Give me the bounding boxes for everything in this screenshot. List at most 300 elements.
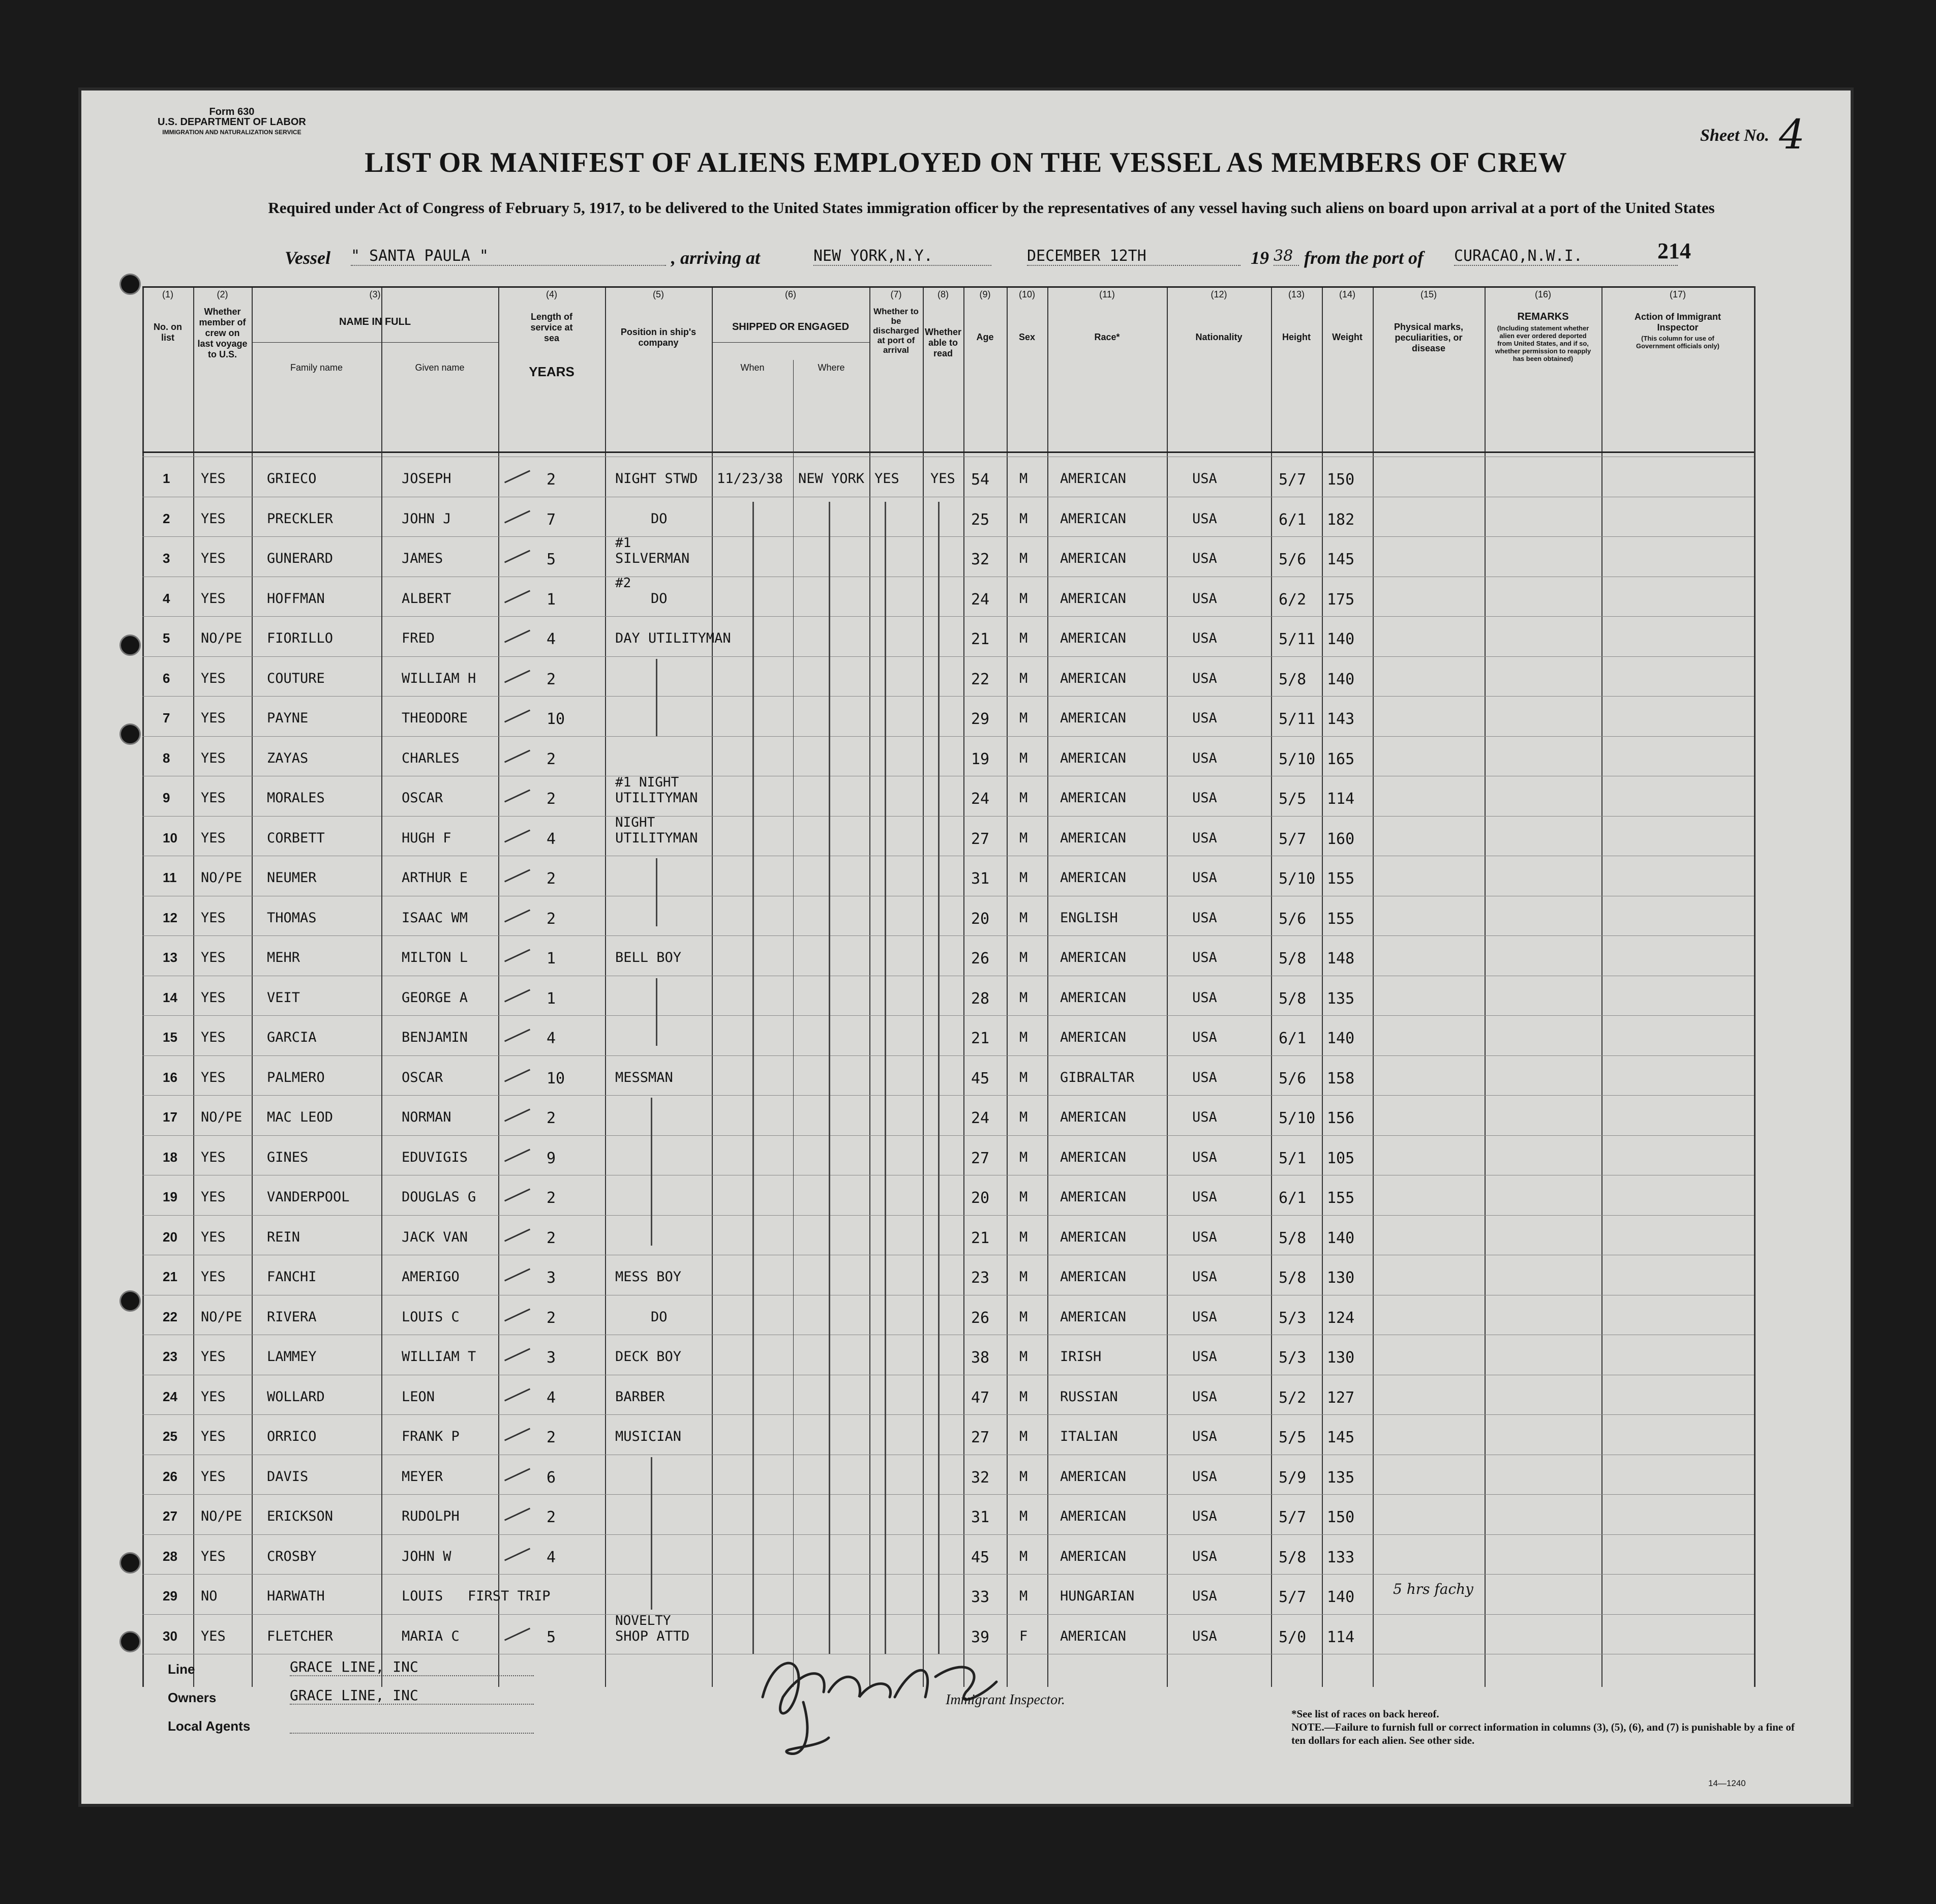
length-of-service: 1 bbox=[547, 950, 556, 968]
race: GIBRALTAR bbox=[1060, 1069, 1135, 1085]
row-number: 18 bbox=[163, 1149, 177, 1165]
given-name: WILLIAM T bbox=[402, 1349, 476, 1365]
length-of-service: 1 bbox=[547, 590, 556, 609]
nationality: USA bbox=[1192, 1309, 1217, 1325]
nationality: USA bbox=[1192, 790, 1217, 806]
weight: 148 bbox=[1327, 950, 1355, 968]
service-check-mark bbox=[504, 869, 530, 883]
weight: 145 bbox=[1327, 1429, 1355, 1446]
position-in-company: DECK BOY bbox=[615, 1349, 682, 1365]
punch-hole bbox=[119, 1631, 141, 1652]
height: 5/1 bbox=[1279, 1149, 1307, 1167]
nationality: USA bbox=[1192, 710, 1217, 726]
row-number: 13 bbox=[163, 950, 177, 965]
requirement-text: Required under Act of Congress of February 5, 1917, to be delivered to the United States immigration officer by the representatives of any vessel having such aliens on board upon arrival at a port of the United States bbox=[268, 199, 1715, 217]
race: AMERICAN bbox=[1060, 1309, 1127, 1325]
service-check-mark bbox=[504, 949, 530, 962]
ditto-stroke bbox=[656, 978, 657, 1046]
height: 6/2 bbox=[1279, 590, 1307, 609]
service-check-mark bbox=[504, 1627, 530, 1641]
given-name: JACK VAN bbox=[402, 1229, 468, 1245]
family-name: MORALES bbox=[267, 790, 325, 806]
row-number: 29 bbox=[163, 1588, 177, 1604]
crew-member-flag: YES bbox=[201, 1628, 226, 1644]
nationality: USA bbox=[1192, 670, 1217, 686]
weight: 135 bbox=[1327, 989, 1355, 1008]
sex: M bbox=[1019, 950, 1028, 965]
nationality: USA bbox=[1192, 1109, 1217, 1125]
length-of-service: 4 bbox=[547, 630, 556, 648]
weight: 158 bbox=[1327, 1069, 1355, 1087]
weight: 127 bbox=[1327, 1388, 1355, 1407]
age: 39 bbox=[971, 1628, 990, 1646]
row-number: 17 bbox=[163, 1109, 177, 1125]
service-check-mark bbox=[504, 550, 530, 563]
length-of-service: 10 bbox=[547, 1069, 565, 1087]
height: 5/0 bbox=[1279, 1628, 1307, 1646]
race: RUSSIAN bbox=[1060, 1388, 1118, 1405]
weight: 155 bbox=[1327, 910, 1355, 928]
weight: 140 bbox=[1327, 630, 1355, 648]
given-name: HUGH F bbox=[402, 830, 451, 846]
length-of-service: 4 bbox=[547, 1030, 556, 1047]
given-name: JOSEPH bbox=[402, 471, 451, 487]
race: AMERICAN bbox=[1060, 950, 1127, 965]
crew-member-flag: YES bbox=[201, 910, 226, 926]
crew-member-flag: YES bbox=[201, 510, 226, 527]
position-in-company: UTILITYMAN bbox=[615, 830, 698, 846]
row-number: 1 bbox=[163, 471, 170, 486]
race: AMERICAN bbox=[1060, 1229, 1127, 1245]
given-name: LOUIS bbox=[402, 1588, 443, 1604]
ditto-stroke bbox=[656, 858, 657, 926]
row-rule bbox=[142, 1614, 1754, 1615]
crew-member-flag: YES bbox=[201, 1349, 226, 1365]
crew-member-flag: NO/PE bbox=[201, 1109, 243, 1125]
race: AMERICAN bbox=[1060, 551, 1127, 566]
race: AMERICAN bbox=[1060, 510, 1127, 527]
vessel-name: " SANTA PAULA " bbox=[351, 247, 666, 266]
race: AMERICAN bbox=[1060, 1508, 1127, 1524]
family-name: HARWATH bbox=[267, 1588, 325, 1604]
service-check-mark bbox=[504, 1388, 530, 1401]
ditto-stroke bbox=[829, 502, 830, 1654]
punch-hole bbox=[119, 634, 141, 656]
length-of-service: 7 bbox=[547, 510, 556, 529]
page-title: LIST OR MANIFEST OF ALIENS EMPLOYED ON THE VESSEL AS MEMBERS OF CREW bbox=[365, 147, 1567, 178]
position-prefix: #2 bbox=[615, 575, 631, 591]
punch-hole bbox=[119, 274, 141, 295]
column-number: (7) bbox=[890, 289, 902, 299]
age: 27 bbox=[971, 830, 990, 848]
given-name: ARTHUR E bbox=[402, 870, 468, 886]
weight: 143 bbox=[1327, 710, 1355, 728]
age: 27 bbox=[971, 1429, 990, 1446]
length-of-service: 4 bbox=[547, 1548, 556, 1566]
service-check-mark bbox=[504, 510, 530, 523]
ditto-stroke bbox=[938, 502, 940, 1654]
given-name: OSCAR bbox=[402, 790, 443, 806]
row-number: 28 bbox=[163, 1548, 177, 1564]
crew-member-flag: YES bbox=[201, 1030, 226, 1045]
race: AMERICAN bbox=[1060, 870, 1127, 886]
row-number: 25 bbox=[163, 1429, 177, 1444]
sex: M bbox=[1019, 910, 1028, 926]
service-check-mark bbox=[504, 1149, 530, 1162]
row-number: 16 bbox=[163, 1069, 177, 1085]
remarks-handwritten: 5 hrs fachy bbox=[1393, 1581, 1473, 1597]
row-number: 26 bbox=[163, 1468, 177, 1484]
service-check-mark bbox=[504, 470, 530, 483]
position-in-company: MESS BOY bbox=[615, 1269, 682, 1285]
shipped-when: 11/23/38 bbox=[717, 471, 783, 487]
sex: M bbox=[1019, 1030, 1028, 1045]
header-remarks: REMARKS bbox=[1517, 311, 1569, 322]
crew-member-flag: YES bbox=[201, 1269, 226, 1285]
discharged-at-port: YES bbox=[874, 471, 899, 487]
row-rule bbox=[142, 536, 1754, 537]
length-of-service: 2 bbox=[547, 1229, 556, 1247]
sex: M bbox=[1019, 1269, 1028, 1285]
ditto-stroke bbox=[651, 1098, 652, 1246]
service-check-mark bbox=[504, 829, 530, 842]
age: 21 bbox=[971, 630, 990, 648]
crew-member-flag: YES bbox=[201, 590, 226, 607]
service-check-mark bbox=[504, 1548, 530, 1561]
header-race: Race* bbox=[1094, 332, 1120, 342]
age: 22 bbox=[971, 670, 990, 688]
race: AMERICAN bbox=[1060, 471, 1127, 487]
row-rule bbox=[142, 1494, 1754, 1495]
race: AMERICAN bbox=[1060, 670, 1127, 686]
from-port: CURACAO,N.W.I. bbox=[1454, 247, 1678, 266]
manifest-sheet bbox=[81, 90, 1851, 1804]
service-check-mark bbox=[504, 590, 530, 603]
height: 5/10 bbox=[1279, 750, 1316, 768]
sex: M bbox=[1019, 750, 1028, 766]
length-of-service: 2 bbox=[547, 1429, 556, 1446]
column-number: (15) bbox=[1420, 289, 1437, 299]
age: 38 bbox=[971, 1349, 990, 1367]
column-number: (17) bbox=[1669, 289, 1686, 299]
line-value: GRACE LINE, INC bbox=[290, 1658, 534, 1676]
nationality: USA bbox=[1192, 1588, 1217, 1604]
header-action-sub: (This column for use of Government officials only) bbox=[1636, 335, 1719, 350]
family-name: FANCHI bbox=[267, 1269, 317, 1285]
race: AMERICAN bbox=[1060, 1628, 1127, 1644]
given-name: THEODORE bbox=[402, 710, 468, 726]
header-given-name: Given name bbox=[415, 362, 465, 373]
race: AMERICAN bbox=[1060, 710, 1127, 726]
row-rule bbox=[142, 696, 1754, 697]
row-number: 20 bbox=[163, 1229, 177, 1245]
age: 26 bbox=[971, 1309, 990, 1327]
given-name: DOUGLAS G bbox=[402, 1189, 476, 1205]
shipped-where: NEW YORK bbox=[798, 471, 865, 487]
race: ENGLISH bbox=[1060, 910, 1118, 926]
weight: 133 bbox=[1327, 1548, 1355, 1566]
header-no-on-list: No. on list bbox=[154, 322, 182, 343]
punch-hole bbox=[119, 1552, 141, 1574]
vessel-line bbox=[285, 243, 1708, 274]
race: AMERICAN bbox=[1060, 1548, 1127, 1564]
given-name: MILTON L bbox=[402, 950, 468, 965]
given-name: WILLIAM H bbox=[402, 670, 476, 686]
agents-label: Local Agents bbox=[168, 1718, 251, 1734]
height: 5/5 bbox=[1279, 1429, 1307, 1446]
family-name: ORRICO bbox=[267, 1429, 317, 1444]
race: AMERICAN bbox=[1060, 750, 1127, 766]
sex: M bbox=[1019, 1309, 1028, 1325]
family-name: ERICKSON bbox=[267, 1508, 334, 1524]
nationality: USA bbox=[1192, 551, 1217, 566]
weight: 130 bbox=[1327, 1349, 1355, 1367]
height: 6/1 bbox=[1279, 510, 1307, 529]
header-years: YEARS bbox=[529, 364, 574, 379]
length-of-service: 4 bbox=[547, 830, 556, 848]
age: 28 bbox=[971, 989, 990, 1008]
weight: 140 bbox=[1327, 1588, 1355, 1606]
age: 47 bbox=[971, 1388, 990, 1407]
sex: M bbox=[1019, 790, 1028, 806]
row-rule bbox=[142, 1574, 1754, 1575]
sex: M bbox=[1019, 1388, 1028, 1405]
weight: 175 bbox=[1327, 590, 1355, 609]
height: 5/10 bbox=[1279, 870, 1316, 888]
row-number: 7 bbox=[163, 710, 170, 726]
weight: 140 bbox=[1327, 670, 1355, 688]
age: 54 bbox=[971, 471, 990, 489]
row-number: 23 bbox=[163, 1349, 177, 1364]
crew-member-flag: YES bbox=[201, 830, 226, 846]
weight: 124 bbox=[1327, 1309, 1355, 1327]
sex: M bbox=[1019, 1189, 1028, 1205]
row-number: 27 bbox=[163, 1508, 177, 1524]
race: ITALIAN bbox=[1060, 1429, 1118, 1444]
height: 5/6 bbox=[1279, 910, 1307, 928]
nationality: USA bbox=[1192, 1269, 1217, 1285]
nationality: USA bbox=[1192, 950, 1217, 965]
height: 5/11 bbox=[1279, 710, 1316, 728]
header-weight: Weight bbox=[1332, 332, 1363, 342]
given-name: EDUVIGIS bbox=[402, 1149, 468, 1165]
nationality: USA bbox=[1192, 1628, 1217, 1644]
notes bbox=[1291, 1707, 1800, 1747]
family-name: GUNERARD bbox=[267, 551, 334, 566]
service-check-mark bbox=[504, 630, 530, 643]
position-in-company: UTILITYMAN bbox=[615, 790, 698, 806]
nationality: USA bbox=[1192, 1189, 1217, 1205]
row-number: 11 bbox=[163, 870, 177, 885]
arriving-at: NEW YORK,N.Y. bbox=[813, 247, 991, 266]
position-in-company: BELL BOY bbox=[615, 950, 682, 965]
service-check-mark bbox=[504, 1029, 530, 1042]
header-discharged: Whether to be discharged at port of arrival bbox=[873, 307, 919, 355]
age: 26 bbox=[971, 950, 990, 968]
note-races: *See list of races on back hereof. bbox=[1291, 1708, 1439, 1720]
length-of-service: 3 bbox=[547, 1269, 556, 1287]
age: 20 bbox=[971, 1189, 990, 1207]
crew-member-flag: YES bbox=[201, 710, 226, 726]
height: 5/6 bbox=[1279, 551, 1307, 568]
length-of-service: 4 bbox=[547, 1388, 556, 1407]
column-rule bbox=[793, 360, 794, 1687]
arrival-date: DECEMBER 12TH bbox=[1027, 247, 1241, 266]
header-family-name: Family name bbox=[290, 362, 343, 373]
position-prefix: #1 bbox=[615, 535, 631, 551]
age: 31 bbox=[971, 870, 990, 888]
header-whether-member: Whether member of crew on last voyage to U.S. bbox=[197, 307, 248, 359]
ditto-stroke bbox=[885, 502, 886, 1654]
crew-member-flag: NO/PE bbox=[201, 1309, 243, 1325]
race: HUNGARIAN bbox=[1060, 1588, 1135, 1604]
service: IMMIGRATION AND NATURALIZATION SERVICE bbox=[162, 129, 301, 136]
sheet-no-label: Sheet No. bbox=[1700, 126, 1769, 145]
crew-member-flag: YES bbox=[201, 551, 226, 566]
row-number: 8 bbox=[163, 750, 170, 766]
owners-label: Owners bbox=[168, 1690, 217, 1705]
row-rule bbox=[142, 656, 1754, 657]
row-number: 4 bbox=[163, 590, 170, 606]
header-physical-marks: Physical marks, peculiarities, or disease bbox=[1394, 322, 1464, 353]
height: 5/8 bbox=[1279, 1548, 1307, 1566]
column-rule bbox=[381, 342, 382, 1687]
age: 24 bbox=[971, 1109, 990, 1127]
header-when: When bbox=[740, 362, 765, 373]
race: AMERICAN bbox=[1060, 1149, 1127, 1165]
given-name: MEYER bbox=[402, 1468, 443, 1485]
length-of-service: 9 bbox=[547, 1149, 556, 1167]
sex: M bbox=[1019, 630, 1028, 646]
height: 5/7 bbox=[1279, 830, 1307, 848]
height: 5/11 bbox=[1279, 630, 1316, 648]
nationality: USA bbox=[1192, 471, 1217, 487]
row-rule bbox=[142, 736, 1754, 737]
position-in-company: DAY UTILITYMAN bbox=[615, 630, 731, 646]
row-number: 12 bbox=[163, 910, 177, 925]
nationality: USA bbox=[1192, 1548, 1217, 1564]
column-number: (13) bbox=[1288, 289, 1305, 299]
weight: 114 bbox=[1327, 790, 1355, 808]
line-label: Line bbox=[168, 1661, 195, 1677]
header-length-service: Length of service at sea bbox=[530, 312, 573, 343]
able-to-read: YES bbox=[930, 471, 955, 487]
form-label bbox=[158, 107, 306, 137]
header-nationality: Nationality bbox=[1195, 332, 1243, 342]
height: 5/9 bbox=[1279, 1468, 1307, 1487]
family-name: HOFFMAN bbox=[267, 590, 325, 607]
sex: M bbox=[1019, 551, 1028, 566]
service-check-mark bbox=[504, 1348, 530, 1362]
length-of-service: 5 bbox=[547, 1628, 556, 1646]
service-check-mark bbox=[504, 1268, 530, 1282]
weight: 114 bbox=[1327, 1628, 1355, 1646]
column-number: (14) bbox=[1339, 289, 1355, 299]
family-name: MAC LEOD bbox=[267, 1109, 334, 1125]
given-name: NORMAN bbox=[402, 1109, 451, 1125]
sex: M bbox=[1019, 1588, 1028, 1604]
weight: 130 bbox=[1327, 1269, 1355, 1287]
age: 29 bbox=[971, 710, 990, 728]
height: 5/6 bbox=[1279, 1069, 1307, 1087]
row-rule bbox=[142, 1414, 1754, 1415]
sex: M bbox=[1019, 1548, 1028, 1564]
ditto-stroke bbox=[656, 659, 657, 736]
length-of-service: 2 bbox=[547, 1309, 556, 1327]
height: 5/2 bbox=[1279, 1388, 1307, 1407]
header-name-in-full: NAME IN FULL bbox=[339, 316, 411, 327]
weight: 150 bbox=[1327, 471, 1355, 489]
vessel-label: Vessel bbox=[285, 248, 330, 268]
given-name: BENJAMIN bbox=[402, 1030, 468, 1045]
length-of-service: 6 bbox=[547, 1468, 556, 1487]
age: 23 bbox=[971, 1269, 990, 1287]
height: 5/8 bbox=[1279, 1269, 1307, 1287]
race: AMERICAN bbox=[1060, 830, 1127, 846]
nationality: USA bbox=[1192, 1429, 1217, 1444]
height: 6/1 bbox=[1279, 1030, 1307, 1047]
family-name: PALMERO bbox=[267, 1069, 325, 1085]
service-check-mark bbox=[504, 1189, 530, 1202]
position-in-company: MUSICIAN bbox=[615, 1429, 682, 1444]
column-number: (6) bbox=[785, 289, 796, 299]
nationality: USA bbox=[1192, 1149, 1217, 1165]
sheet-no-value: 4 bbox=[1779, 111, 1805, 158]
weight: 140 bbox=[1327, 1030, 1355, 1047]
header-sex: Sex bbox=[1018, 332, 1036, 342]
from-label: from the port of bbox=[1304, 248, 1424, 268]
length-of-service: 2 bbox=[547, 471, 556, 489]
crew-member-flag: YES bbox=[201, 750, 226, 766]
length-of-service: 5 bbox=[547, 551, 556, 568]
length-of-service: 2 bbox=[547, 790, 556, 808]
header-action: Action of Immigrant Inspector bbox=[1635, 312, 1721, 333]
column-number: (2) bbox=[217, 289, 228, 299]
length-of-service: 2 bbox=[547, 1508, 556, 1526]
row-number: 5 bbox=[163, 630, 170, 646]
weight: 156 bbox=[1327, 1109, 1355, 1127]
height: 5/10 bbox=[1279, 1109, 1316, 1127]
nationality: USA bbox=[1192, 830, 1217, 846]
family-name: CORBETT bbox=[267, 830, 325, 846]
row-number: 3 bbox=[163, 551, 170, 566]
row-rule bbox=[142, 616, 1754, 617]
height: 5/3 bbox=[1279, 1349, 1307, 1367]
age: 45 bbox=[971, 1069, 990, 1087]
family-name: GINES bbox=[267, 1149, 309, 1165]
age: 24 bbox=[971, 790, 990, 808]
length-of-service: 1 bbox=[547, 989, 556, 1008]
length-of-service: 2 bbox=[547, 910, 556, 928]
crew-member-flag: YES bbox=[201, 670, 226, 686]
weight: 155 bbox=[1327, 1189, 1355, 1207]
service-check-mark bbox=[504, 710, 530, 723]
name-sub-rule bbox=[252, 342, 498, 343]
header-where: Where bbox=[818, 362, 845, 373]
length-of-service: 2 bbox=[547, 1109, 556, 1127]
position-in-company: MESSMAN bbox=[615, 1069, 673, 1085]
sex: M bbox=[1019, 830, 1028, 846]
service-check-mark bbox=[504, 670, 530, 683]
race: AMERICAN bbox=[1060, 630, 1127, 646]
family-name: LAMMEY bbox=[267, 1349, 317, 1365]
height: 5/8 bbox=[1279, 989, 1307, 1008]
row-rule bbox=[142, 1534, 1754, 1535]
family-name: RIVERA bbox=[267, 1309, 317, 1325]
sex: M bbox=[1019, 710, 1028, 726]
column-number: (4) bbox=[546, 289, 557, 299]
crew-member-flag: YES bbox=[201, 1229, 226, 1245]
